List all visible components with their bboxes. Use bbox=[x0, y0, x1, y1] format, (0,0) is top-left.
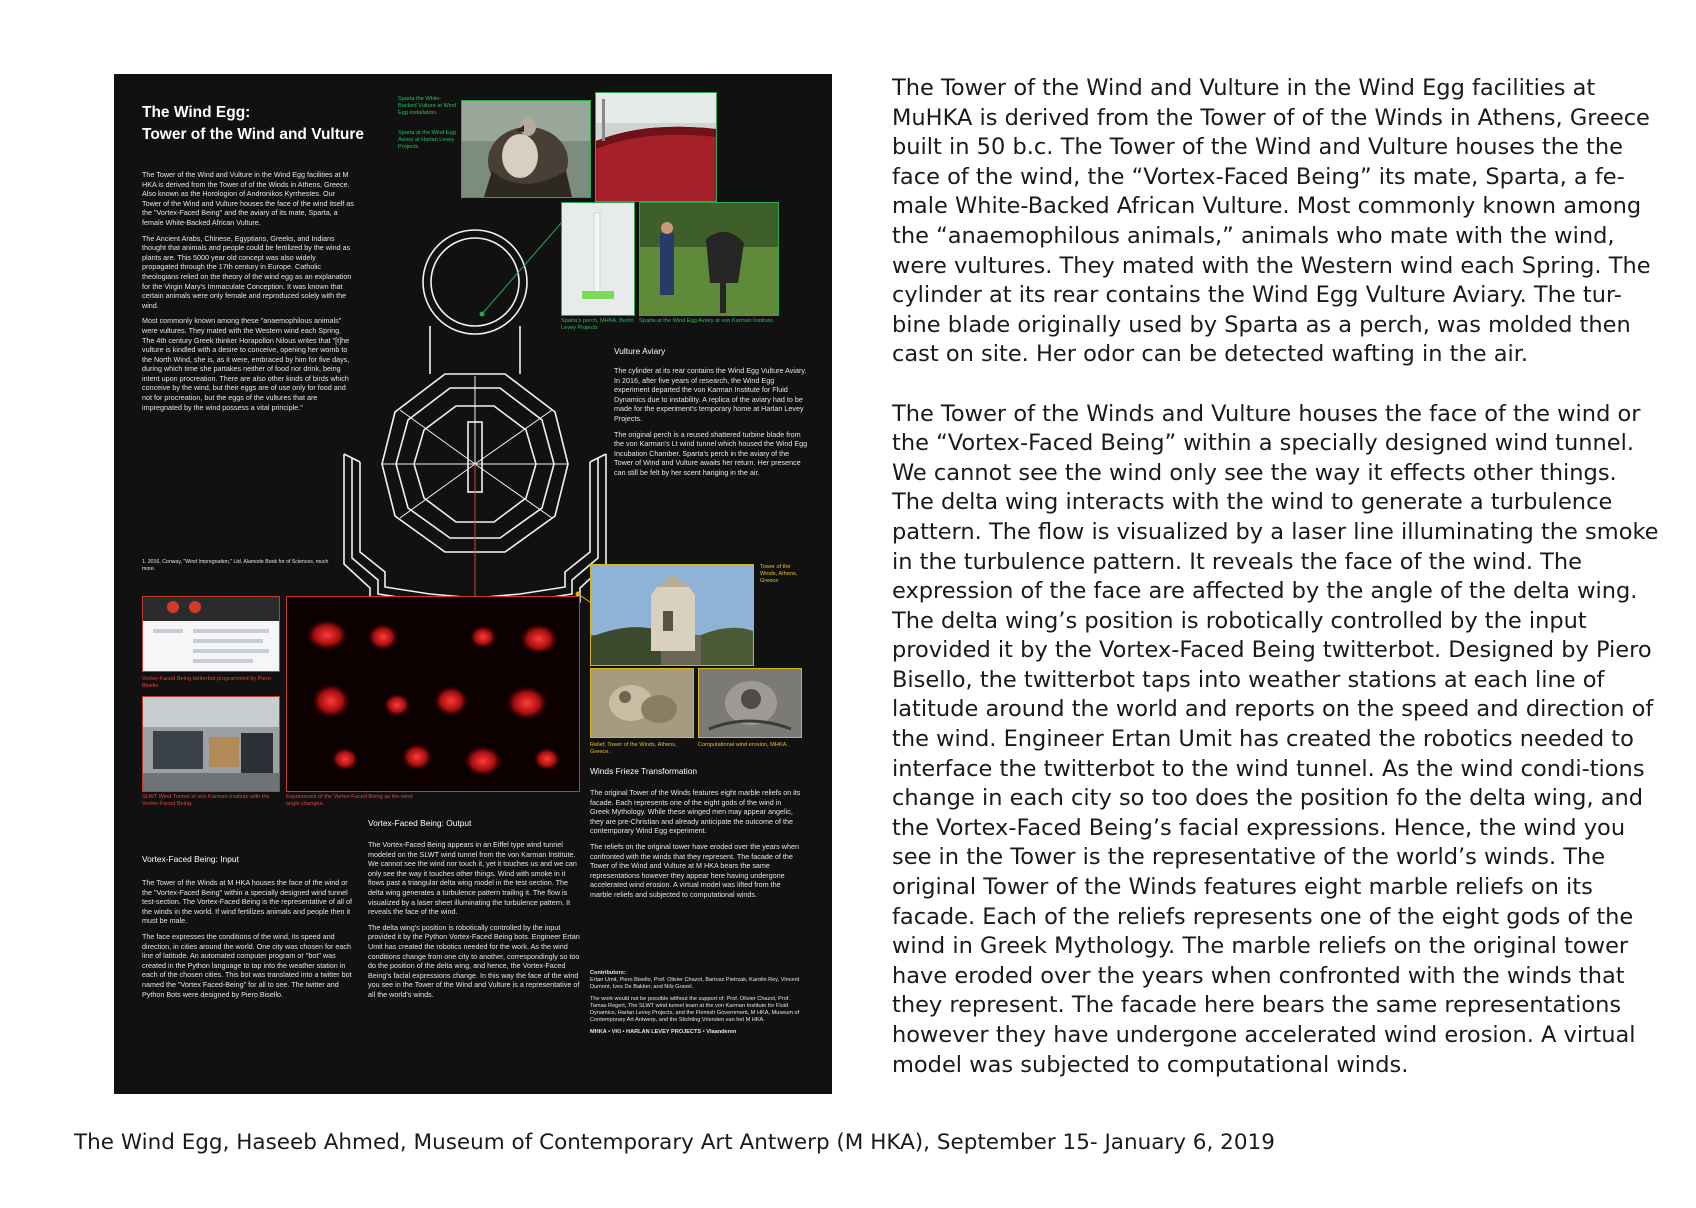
description-text bbox=[892, 74, 1662, 1110]
intro-paragraph: The Ancient Arabs, Chinese, Egyptians, Greeks, and Indians thought that animals and people could be fertilized by the wind as plants are. This 5000 year old concept was also widely propagated through the 17th century in Europe. Catholic theologians relied on the theory of the wind egg as an explanation for the Virgin Mary's Immaculate Conception. It was known that certain animals were only female and reproduced solely with the wind. bbox=[142, 233, 352, 310]
input-paragraph: The face expresses the conditions of the wind, its speed and direction, in cities around the world. One city was chosen for each line of latitude. An automated computer program or "bot" was created in the Python language to tap into the weather station in each of the chosen cities. This bot was translated into a twitter bot named the "Vortex Faced-Being" for all to see. The twitter and Python Bots were designed by Piero Bisello. bbox=[142, 931, 352, 999]
aviary-paragraph: The original perch is a reused shattered turbine blade from the von Karman's Lt wind tunnel which housed the Wind Egg Incubation Chamber. Sparta's perch in the aviary of the Tower of Wind and Vulture awaits her return. Her presence can still be felt by her scent hanging in the air. bbox=[614, 429, 808, 477]
caption-vulture-photo: Sparta the White-Backed Vulture at Wind Egg installation. bbox=[398, 96, 457, 116]
exhibition-poster bbox=[114, 74, 832, 1094]
caption-field-photo: Sparta at the Wind Egg Aviary at von Karman Institute. bbox=[639, 318, 775, 324]
contributors-heading: Contributors: bbox=[590, 970, 626, 976]
intro-paragraph: The Tower of the Wind and Vulture in the Wind Egg facilities at M HKA is derived from the Tower of of the Winds in Athens, Greece. Also known as the Horologion of Andronikos Kyrrhestes. Our Tower of the Wind and Vulture houses the face of the wind itself as the "Vortex-Faced Being" and the aviary of its mate, Sparta, a female White-Backed African Vulture. bbox=[142, 170, 354, 227]
caption-vortex-faces: Expressions of the Vortex-Faced Being as the wind angle changes. bbox=[286, 794, 413, 807]
intro-paragraph: Most commonly known among these "anaemophilous animals" were vultures. They mated with the Western wind each Spring. The 4th century Greek thinker Horapollon Nilous writes that "[t]he vulture is kindled with a desire to conceive, opening her womb to the North Wind, she is, as it were, embraced by him for five days, during which time she partakes neither of food nor drink, being intent upon procreation. There are also other kinds of birds which conceive by the wind, but their eggs are of use only for food and not for procreation, but the eggs of the vultures that are impregnated by the wind possess a vital principle." bbox=[142, 316, 350, 412]
vulture-aviary-text bbox=[614, 366, 810, 484]
relief-photo bbox=[590, 668, 694, 738]
twitterbot-screenshot bbox=[142, 596, 280, 672]
contributors bbox=[590, 970, 804, 1036]
output-paragraph: The delta wing's position is robotically controlled by the input provided it by the Python Vortex-Faced Being bots. Engineer Ertan Umit has created the robotics needed for the work. As the wind conditions change from one city to another, correspondingly so too do the position of the delta wing, and hence, the Vortex-Faced Being's facial expressions change. In this way the face of the wind you see in the Tower of the Wind and Vulture is a representative of all the world's winds. bbox=[368, 922, 580, 999]
callout-line-aviary bbox=[482, 222, 562, 314]
aviary-paragraph: The cylinder at its rear contains the Wind Egg Vulture Aviary. In 2016, after five years of research, the Wind Egg experiment departed the von Karman Institute for Fluid Dynamics due to instability. A replica of the aviary had to be made for the experiment's temporary home at Harlan Levey Projects. bbox=[614, 366, 807, 423]
caption-perch-photo: Sparta's perch, MHKA, Berlin Levey Projects bbox=[561, 318, 634, 331]
cylinder-aviary-photo bbox=[595, 92, 717, 202]
field-photo bbox=[639, 202, 779, 316]
poster-title bbox=[142, 102, 364, 146]
input-paragraph: The Tower of the Winds at M HKA houses the face of the wind or the "Vortex-Faced Being" within a specially designed wind tunnel test-section. The Vortex-Faced Being is the representative of all of the winds in the world. If wind fertilizes animals and people then it must be male. bbox=[142, 878, 353, 926]
frieze-text bbox=[590, 788, 802, 906]
aviary-circle-outer bbox=[423, 230, 527, 334]
tower-of-winds-photo bbox=[590, 564, 754, 666]
caption-cylinder-photo: Sparta at the Wind Egg Aviary at Harlan Levey Projects. bbox=[398, 130, 456, 150]
poster-intro bbox=[142, 170, 354, 418]
vulture-photo bbox=[461, 100, 591, 198]
poster-footnote: 1. 2016, Conway, "Wind Impregnation," Ltd. Alamode Book for of Sciences, much more. bbox=[142, 559, 329, 572]
wind-tunnel-photo bbox=[142, 696, 280, 792]
output-paragraph: The Vortex-Faced Being appears in an Eiffel type wind tunnel modeled on the SLWT wind tunnel from the von Karman Institute. We cannot see the wind nor touch it, yet it touches us and we can only see the way it touches other things. Wind with smoke in it flows past a triangular delta wing model in the test section. The delta wing generates a turbulence pattern trailing it. The flow is visualized by a laser sheet illuminating the turbulence pattern. It reveals the face of the wind. bbox=[368, 840, 577, 917]
aviary-circle-inner bbox=[431, 238, 519, 326]
poster-title-line2: Tower of the Wind and Vulture bbox=[142, 126, 365, 143]
caption-tower-photo: Tower of the Winds, Athens, Greece bbox=[760, 564, 798, 584]
figure-caption: The Wind Egg, Haseeb Ahmed, Museum of Contemporary Art Antwerp (M HKA), September 15- January 6, 2019 bbox=[74, 1130, 1275, 1155]
input-text bbox=[142, 878, 354, 1005]
frieze-heading: Winds Frieze Transformation bbox=[590, 766, 698, 776]
description-paragraph-1: The Tower of the Wind and Vulture in the Wind Egg facilities at MuHKA is derived from the Tower of of the Winds in Athens, Greece built in 50 b.c. The Tower of the Wind and Vulture houses the the face of the wind, the “Vortex-Faced Being” its mate, Sparta, a fe-male White-Backed African Vulture. Most commonly known among the “anaemophilous animals,” animals who mate with the wind, were vultures. They mated with the Western wind each Spring. The cylinder at its rear contains the Wind Egg Vulture Aviary. The tur-bine blade originally used by Sparta as a perch, was molded then cast on site. Her odor can be detected wafting in the air. bbox=[892, 75, 1651, 368]
description-paragraph-2: The Tower of the Winds and Vulture houses the face of the wind or the “Vortex-Faced Being” within a specially designed wind tunnel. We cannot see the wind only see the way it effects other things. The delta wing interacts with the wind to generate a turbulence pattern. The flow is visualized by a laser line illuminating the smoke in the turbulence pattern. It reveals the face of the wind. The expression of the face are affected by the angle of the delta wing. The delta wing’s position is robotically controlled by the input provided it by the Vortex-Faced Being twitterbot. Designed by Piero Bisello, the twitterbot taps into weather stations at each line of latitude around the world and reports on the speed and direction of the wind. Engineer Ertan Umit has created the robotics needed to interface the twitterbot to the wind tunnel. As the wind condi-tions change in each city so too does the position fo the delta wing, and the Vortex-Faced Being’s facial expressions. Hence, the wind you see in the Tower is the representative of the world’s winds. The original Tower of the Winds features eight marble reliefs on its facade. Each of the reliefs represents one of the eight gods of the wind in Greek Mythology. The marble reliefs on the original tower have eroded over the years when confronted with the winds that they represent. The facade here bears the same representations however they have undergone accelerated wind erosion. A virtual model was subjected to computational winds. bbox=[892, 400, 1659, 1078]
vulture-aviary-heading: Vulture Aviary bbox=[614, 346, 666, 356]
poster-title-line1: The Wind Egg: bbox=[142, 104, 251, 121]
caption-eroded-relief: Computational wind erosion, MHKA. bbox=[698, 742, 788, 748]
perch-photo bbox=[561, 202, 635, 316]
frieze-paragraph: The original Tower of the Winds features eight marble reliefs on its facade. Each represents one of the eight gods of the wind in Greek Mythology. While these winged men may appear angelic, they are pre-Christian and already anticipate the outcome of the contemporary Wind Egg experiment. bbox=[590, 788, 801, 836]
input-heading: Vortex-Faced Being: Input bbox=[142, 854, 239, 864]
contributors-text: Ertan Umit, Piero Bisello, Prof. Olivier Chazot, Bartosz Pietrzak, Karolin Rey, Vincent Dumont, Ives De Bakker, and Nils Gravel. bbox=[590, 977, 800, 990]
output-text bbox=[368, 840, 580, 1006]
support-text: The work would not be possible without the support of: Prof. Olivier Chazot, Prof. Tamas Regert, The SLWT wind tunnel team at the von Karman Institute for Fluid Dynamics, Harlan Levey Projects, and the Flemish Government, M HKA, Museum of Contemporary Art Antwerp, and the Stichting Vrienden van het M HKA. bbox=[590, 996, 800, 1023]
eroded-relief-photo bbox=[698, 668, 802, 738]
caption-relief-photo: Relief, Tower of the Winds, Athens, Greece. bbox=[590, 742, 677, 755]
vortex-faces-grid bbox=[286, 596, 580, 792]
output-heading: Vortex-Faced Being: Output bbox=[368, 818, 472, 828]
logos-text: MHKA • VKI • HARLAN LEVEY PROJECTS • Vlaanderen bbox=[590, 1029, 737, 1035]
frieze-paragraph: The reliefs on the original tower have eroded over the years when confronted with the winds that they represent. The facade of the Tower of the Wind and Vulture at M HKA bears the same representations however they appear here having undergone accelerated wind erosion. A virtual model was lifted from the marble reliefs and subjected to computational winds. bbox=[590, 841, 799, 899]
caption-wind-tunnel: SLWT Wind Tunnel at von Karman Institute with the Vortex-Faced Being. bbox=[142, 794, 270, 807]
caption-twitterbot: Vortex-Faced Being twitterbot programmed by Piero Bisello bbox=[142, 676, 271, 689]
